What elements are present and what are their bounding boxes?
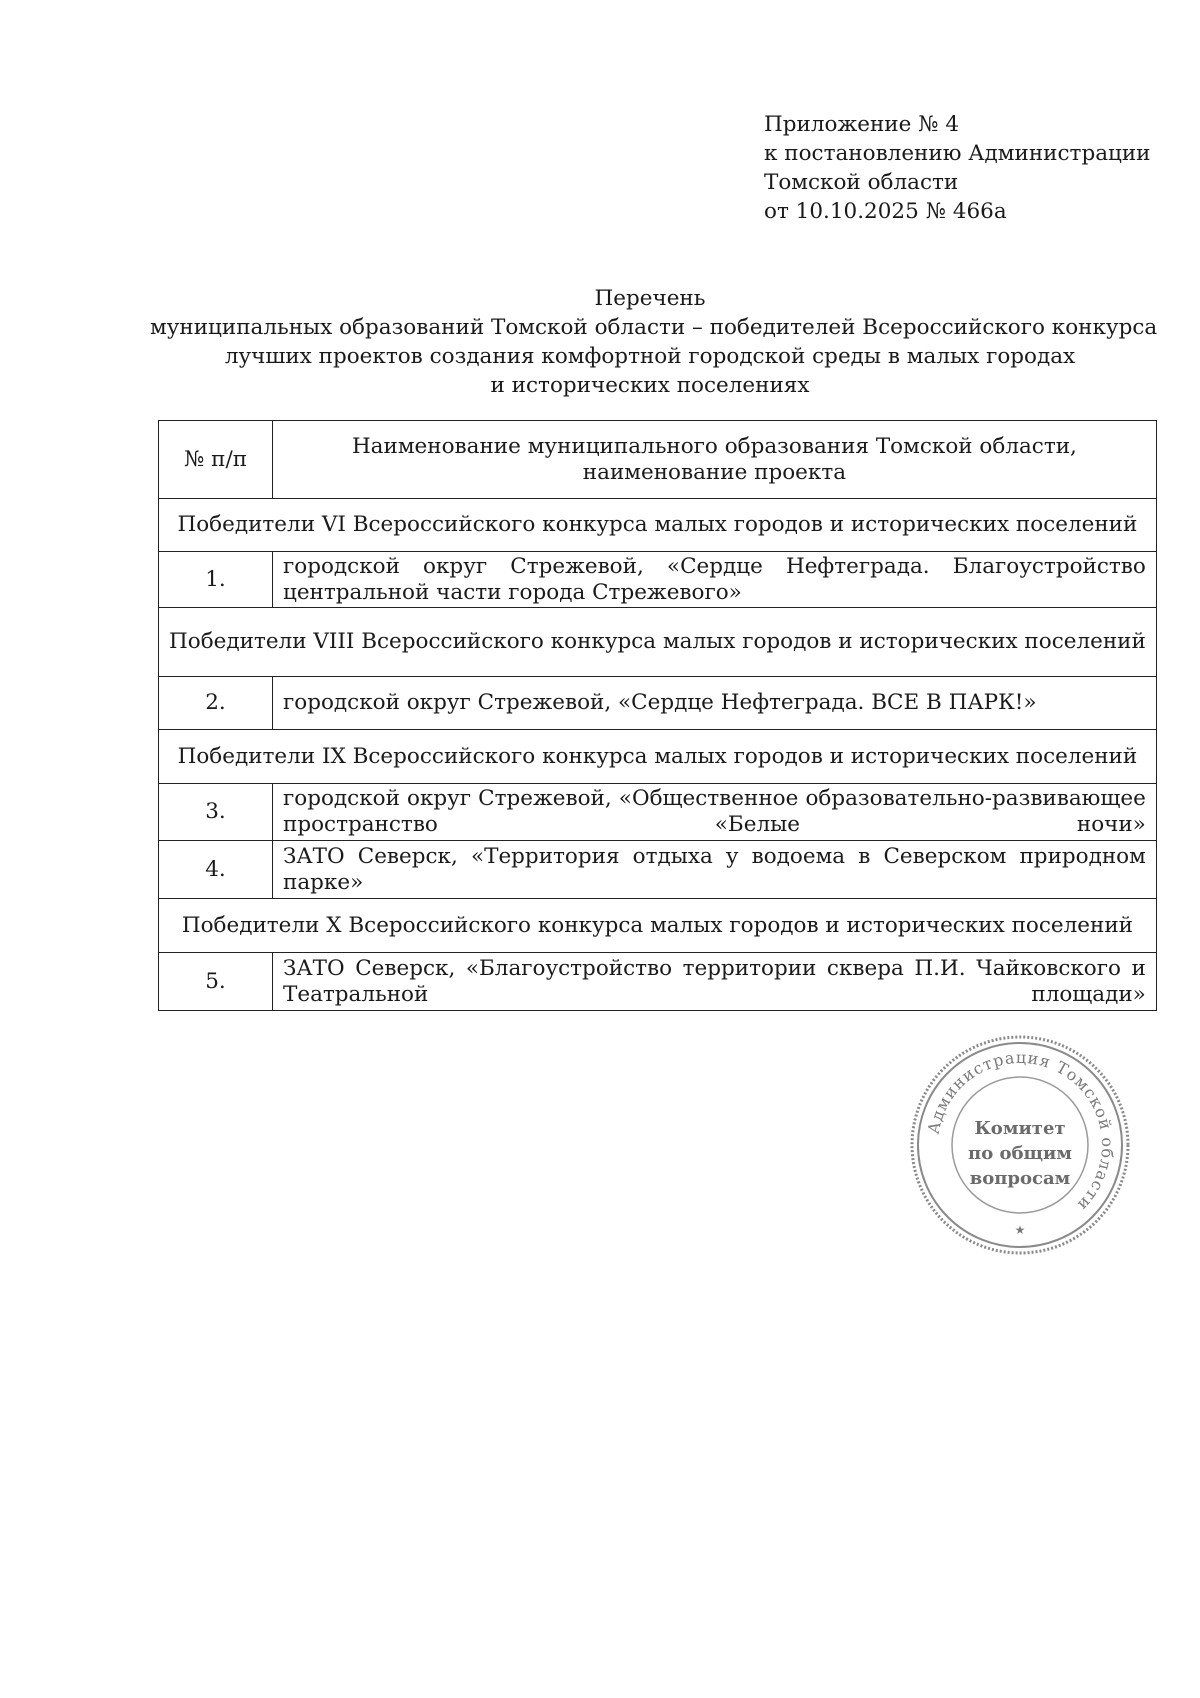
section-title: Победители X Всероссийского конкурса малых городов и исторических поселений [159,899,1157,953]
row-num: 2. [159,677,273,730]
table-row [159,841,1157,899]
document-heading [150,284,1158,400]
row-text: ЗАТО Северск, «Благоустройство территории сквера П.И. Чайковского и Театральной площади» [273,953,1157,1011]
table-row [159,784,1157,841]
winners-table [158,420,1157,1011]
row-text: ЗАТО Северск, «Территория отдыха у водоема в Северском природном парке» [273,841,1157,899]
section-row [159,608,1157,677]
appendix-block [764,110,1151,226]
heading-line: Перечень [594,286,706,311]
seal-center-text [905,1116,1135,1191]
section-title: Победители VI Всероссийского конкурса малых городов и исторических поселений [159,499,1157,552]
section-row [159,499,1157,552]
heading-line: лучших проектов создания комфортной городской среды в малых городах [224,344,1076,369]
seal-center-line: по общим [968,1143,1072,1164]
heading-line: и исторических поселениях [490,373,810,398]
section-row [159,899,1157,953]
row-text: городской округ Стрежевой, «Сердце Нефтеграда. ВСЕ В ПАРК!» [273,677,1157,730]
appendix-line: от 10.10.2025 № 466а [764,199,1007,224]
row-num: 4. [159,841,273,899]
table-row [159,677,1157,730]
appendix-line: к постановлению Администрации [764,141,1151,166]
official-seal [905,1030,1135,1260]
seal-center-line: вопросам [969,1168,1071,1189]
row-num: 5. [159,953,273,1011]
section-title: Победители IX Всероссийского конкурса малых городов и исторических поселений [159,730,1157,784]
appendix-line: Приложение № 4 [764,112,960,137]
heading-line: муниципальных образований Томской области – победителей Всероссийского конкурса [150,315,1158,340]
header-title: Наименование муниципального образования Томской области, наименование проекта [273,421,1157,499]
appendix-line: Томской области [764,170,959,195]
seal-star-icon: ★ [1014,1223,1026,1237]
row-num: 3. [159,784,273,841]
seal-center-line: Комитет [974,1118,1066,1139]
section-row [159,730,1157,784]
table-row [159,552,1157,608]
row-num: 1. [159,552,273,608]
section-title: Победители VIII Всероссийского конкурса малых городов и исторических поселений [159,608,1157,677]
row-text: городской округ Стрежевой, «Общественное образовательно-развивающее пространство «Белые ночи» [273,784,1157,841]
seal-ring-text: Администрация Томской области [923,1047,1118,1216]
table-row [159,953,1157,1011]
header-num: № п/п [159,421,273,499]
table-header-row [159,421,1157,499]
row-text: городской округ Стрежевой, «Сердце Нефтеграда. Благоустройство центральной части города Стрежевого» [273,552,1157,608]
